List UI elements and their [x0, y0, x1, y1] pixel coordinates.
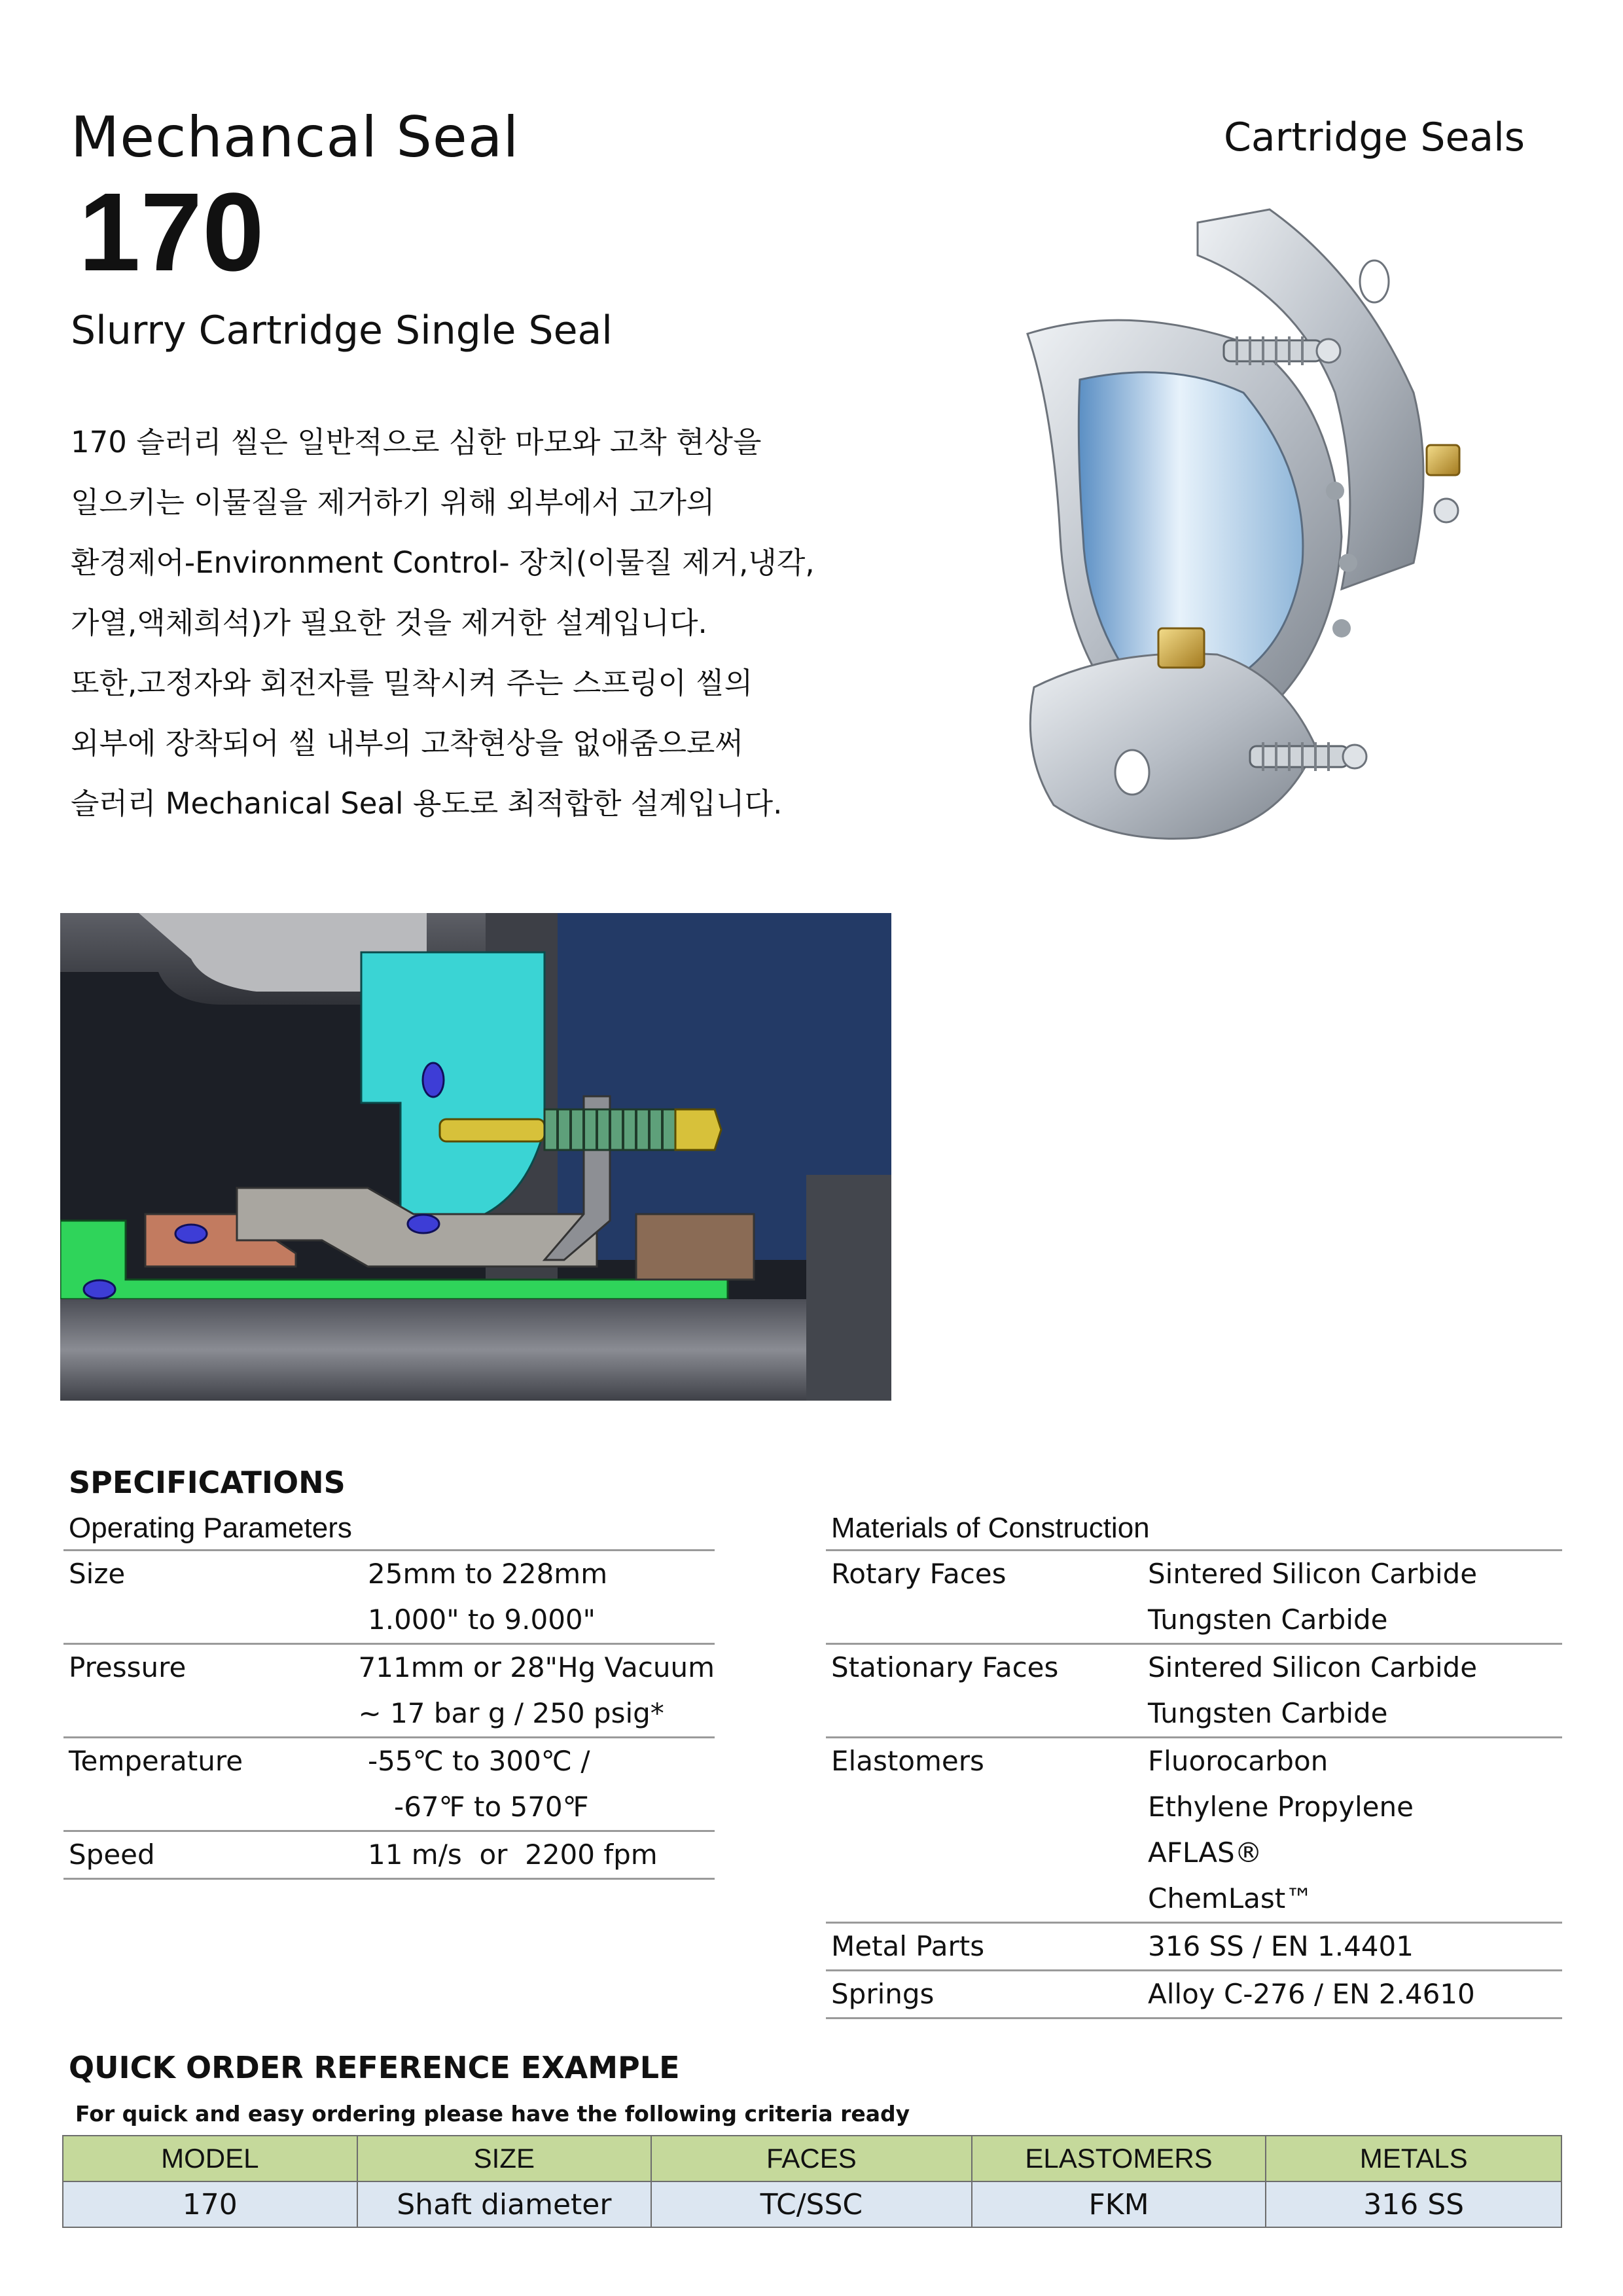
- order-value-cell: 170: [63, 2181, 357, 2227]
- spec-row-temperature: [63, 1738, 715, 1832]
- order-value-cell: TC/SSC: [651, 2181, 971, 2227]
- order-value-row: [63, 2181, 1561, 2227]
- spec-value: 1.000" to 9.000": [368, 1604, 596, 1636]
- spec-label: Metal Parts: [831, 1930, 985, 1962]
- order-value-cell: 316 SS: [1266, 2181, 1561, 2227]
- spec-value: 316 SS / EN 1.4401: [1148, 1930, 1414, 1962]
- spec-row-pressure: [63, 1645, 715, 1738]
- product-category: Cartridge Seals: [1224, 115, 1525, 160]
- order-header-cell: MODEL: [63, 2136, 357, 2181]
- order-header-cell: FACES: [651, 2136, 971, 2181]
- description-line: 가열,액체희석)가 필요한 것을 제거한 설계입니다.: [71, 605, 707, 640]
- order-value-cell: FKM: [972, 2181, 1266, 2227]
- spec-value: ChemLast™: [1148, 1882, 1313, 1914]
- quick-order-note: For quick and easy ordering please have the following criteria ready: [75, 2101, 910, 2126]
- order-header-row: [63, 2136, 1561, 2181]
- spec-label: Rotary Faces: [831, 1558, 1007, 1590]
- product-subtitle: Slurry Cartridge Single Seal: [71, 308, 613, 353]
- spec-value: 25mm to 228mm: [368, 1558, 608, 1590]
- spec-label: Springs: [831, 1978, 935, 2010]
- operating-parameters-title: Operating Parameters: [63, 1512, 715, 1551]
- description-line: 슬러리 Mechanical Seal 용도로 최적합한 설계입니다.: [71, 786, 783, 821]
- operating-parameters-table: [63, 1512, 715, 1880]
- spec-value: Alloy C-276 / EN 2.4610: [1148, 1978, 1475, 2010]
- spec-row-springs: [826, 1971, 1562, 2019]
- spec-value: Sintered Silicon Carbide: [1148, 1558, 1478, 1590]
- spec-label: Temperature: [69, 1745, 243, 1777]
- seal-cross-section-diagram: [60, 913, 891, 1401]
- spec-row-speed: [63, 1832, 715, 1880]
- materials-title: Materials of Construction: [826, 1512, 1562, 1551]
- order-value-cell: Shaft diameter: [357, 2181, 652, 2227]
- spec-row-rotary-faces: [826, 1551, 1562, 1645]
- spec-label: Speed: [69, 1839, 155, 1871]
- spec-row-metal-parts: [826, 1924, 1562, 1971]
- spec-label: Elastomers: [831, 1745, 984, 1777]
- spec-value: ~ 17 bar g / 250 psig*: [358, 1697, 664, 1729]
- order-header-cell: SIZE: [357, 2136, 652, 2181]
- description-line: 170 슬러리 씰은 일반적으로 심한 마모와 고착 현상을: [71, 425, 762, 459]
- spec-value: -55℃ to 300℃ /: [368, 1745, 590, 1777]
- spec-row-elastomers: [826, 1738, 1562, 1924]
- description-line: 또한,고정자와 회전자를 밀착시켜 주는 스프링이 씰의: [71, 666, 753, 700]
- spec-value: AFLAS®: [1148, 1837, 1262, 1869]
- spec-row-stationary-faces: [826, 1645, 1562, 1738]
- product-description: [71, 412, 869, 834]
- spec-value: Tungsten Carbide: [1148, 1697, 1388, 1729]
- description-line: 일으키는 이물질을 제거하기 위해 외부에서 고가의: [71, 485, 715, 520]
- description-line: 환경제어-Environment Control- 장치(이물질 제거,냉각,: [71, 545, 815, 580]
- model-number: 170: [79, 170, 264, 295]
- spec-label: Pressure: [69, 1651, 187, 1683]
- spec-value: Tungsten Carbide: [1148, 1604, 1388, 1636]
- page-title: Mechancal Seal: [71, 105, 520, 170]
- specifications-heading: SPECIFICATIONS: [69, 1465, 346, 1500]
- spec-value: Ethylene Propylene: [1148, 1791, 1414, 1823]
- cartridge-seal-render: [916, 196, 1505, 851]
- quick-order-heading: QUICK ORDER REFERENCE EXAMPLE: [69, 2050, 680, 2085]
- spec-value: Fluorocarbon: [1148, 1745, 1329, 1777]
- spec-row-size: [63, 1551, 715, 1645]
- materials-of-construction-table: [826, 1512, 1562, 2019]
- order-header-cell: METALS: [1266, 2136, 1561, 2181]
- spec-label: Stationary Faces: [831, 1651, 1059, 1683]
- spec-value: Sintered Silicon Carbide: [1148, 1651, 1478, 1683]
- spec-value: -67℉ to 570℉: [368, 1791, 589, 1823]
- quick-order-table: [62, 2135, 1562, 2228]
- spec-label: Size: [69, 1558, 126, 1590]
- spec-value: 711mm or 28"Hg Vacuum: [358, 1651, 715, 1683]
- spec-value: 11 m/s or 2200 fpm: [368, 1839, 658, 1871]
- description-line: 외부에 장착되어 씰 내부의 고착현상을 없애줌으로써: [71, 726, 743, 761]
- order-header-cell: ELASTOMERS: [972, 2136, 1266, 2181]
